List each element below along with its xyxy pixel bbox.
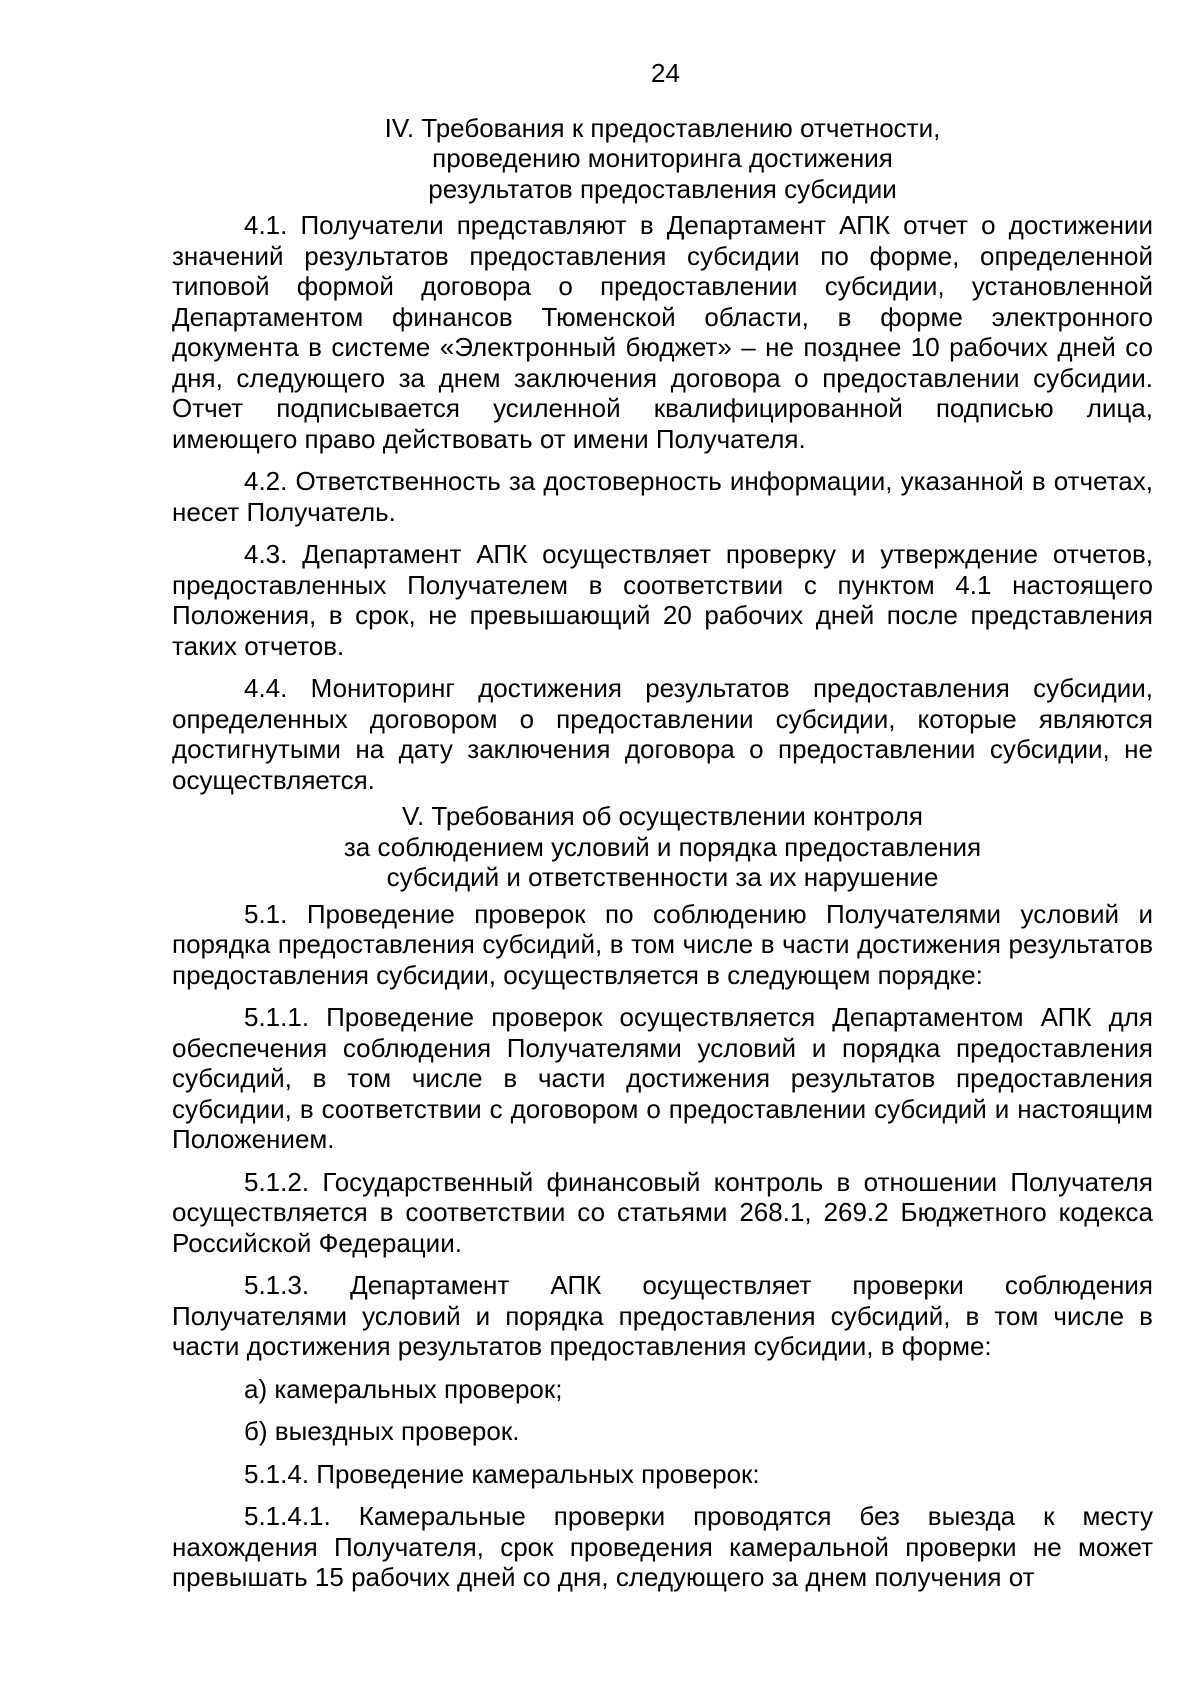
paragraph-4-3: 4.3. Департамент АПК осуществляет проверку и утверждение отчетов, предоставленных Получателем в соответствии с пунктом 4.1 настоящего Положения, в срок, не превышающий 20 рабочих дней после представления таких отчетов. (172, 539, 1153, 661)
paragraph-5-1-4-1: 5.1.4.1. Камеральные проверки проводятся без выезда к месту нахождения Получателя, срок проведения камеральной проверки не может превышать 15 рабочих дней со дня, следующего за днем получения от (172, 1501, 1153, 1592)
section-5-heading (172, 801, 1153, 893)
paragraph-4-4: 4.4. Мониторинг достижения результатов предоставления субсидии, определенных договором о предоставлении субсидии, которые являются достигнутыми на дату заключения договора о предоставлении субсидии, не осуществляется. (172, 673, 1153, 795)
paragraph-5-1-4: 5.1.4. Проведение камеральных проверок: (244, 1458, 760, 1489)
paragraph-4-2: 4.2. Ответственность за достоверность информации, указанной в отчетах, несет Получатель. (172, 466, 1153, 527)
paragraph-5-1-2: 5.1.2. Государственный финансовый контроль в отношении Получателя осуществляется в соответствии со статьями 268.1, 269.2 Бюджетного кодекса Российской Федерации. (172, 1166, 1153, 1258)
page-number: 24 (651, 58, 680, 88)
paragraph-5-1-3: 5.1.3. Департамент АПК осуществляет проверки соблюдения Получателями условий и порядка предоставления субсидий, в том числе в части достижения результатов предоставления субсидии, в форме: (172, 1270, 1153, 1361)
section-5-heading-line: V. Требования об осуществлении контроля (402, 801, 923, 831)
section-4-heading-line: результатов предоставления субсидии (428, 173, 897, 204)
section-4-heading (172, 113, 1153, 205)
list-item-a: а) камеральных проверок; (244, 1373, 563, 1404)
paragraph-5-1-1: 5.1.1. Проведение проверок осуществляется Департаментом АПК для обеспечения соблюдения Получателями условий и порядка предоставления субсидий, в том числе в части достижения результатов предоставления субсидии, в соответствии с договором о предоставлении субсидий и настоящим Положением. (172, 1002, 1153, 1154)
section-5-heading-line: за соблюдением условий и порядка предоставления (343, 831, 982, 862)
section-5-heading-line: субсидий и ответственности за их нарушение (386, 862, 939, 892)
list-item-b: б) выездных проверок. (244, 1416, 520, 1446)
section-4-heading-line: проведению мониторинга достижения (432, 143, 893, 173)
paragraph-5-1: 5.1. Проведение проверок по соблюдению Получателями условий и порядка предоставления субсидий, в том числе в части достижения результатов предоставления субсидии, осуществляется в следующем порядке: (172, 898, 1153, 990)
paragraph-4-1: 4.1. Получатели представляют в Департамент АПК отчет о достижении значений результатов предоставления субсидии по форме, определенной типовой формой договора о предоставлении субсидии, установленной Департаментом финансов Тюменской области, в форме электронного документа в системе «Электронный бюджет» – не позднее 10 рабочих дней со дня, следующего за днем заключения договора о предоставлении субсидии. Отчет подписывается усиленной квалифицированной подписью лица, имеющего право действовать от имени Получателя. (172, 210, 1153, 454)
section-4-heading-line: IV. Требования к предоставлению отчетности, (384, 112, 941, 143)
